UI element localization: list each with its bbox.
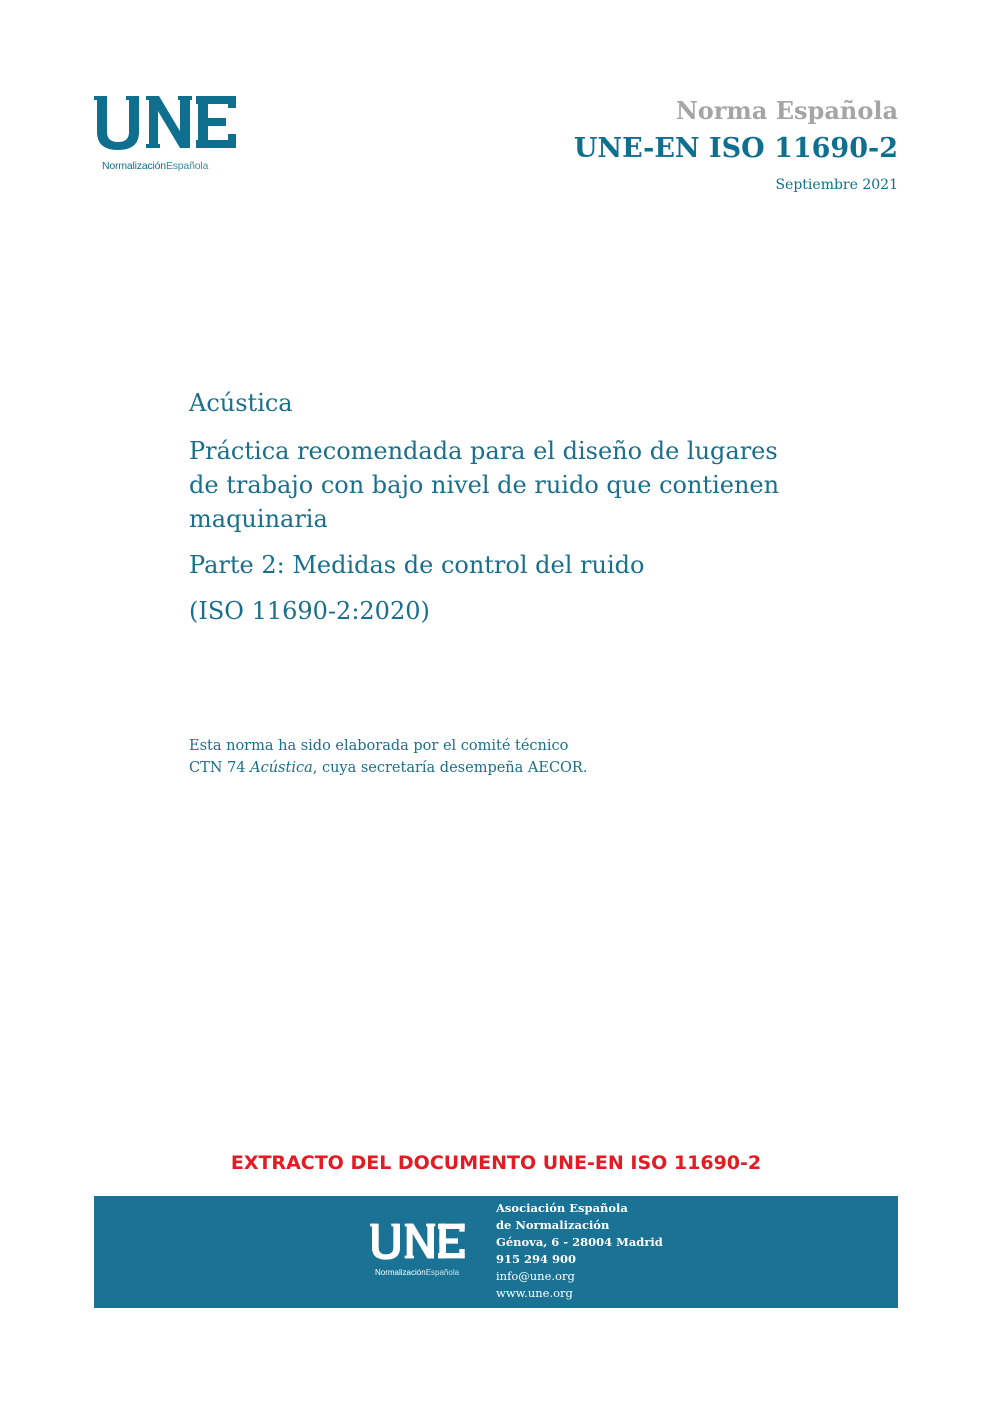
committee-line-2 — [189, 757, 809, 779]
standard-code: UNE-EN ISO 11690-2 — [573, 133, 898, 164]
title-main — [189, 434, 829, 536]
footer-logo-subtitle — [375, 1268, 459, 1277]
footer-banner — [94, 1196, 898, 1308]
une-logo-mark — [94, 92, 244, 158]
footer-logo-sub-primary: Normalización — [375, 1268, 426, 1277]
logo-sub-secondary: Española — [165, 160, 209, 172]
title-subject: Acústica — [189, 389, 293, 417]
committee-name: Acústica — [250, 760, 313, 776]
footer-logo-sub-secondary: Española — [425, 1268, 460, 1277]
footer-une-logo-mark — [370, 1220, 470, 1266]
une-logo — [94, 92, 244, 176]
committee-suffix: , cuya secretaría desempeña AECOR. — [312, 760, 588, 776]
org-web-link[interactable]: www.une.org — [496, 1286, 573, 1300]
title-main-line-3: maquinaria — [189, 505, 328, 533]
logo-sub-primary: Normalización — [102, 160, 166, 172]
org-name-line-2: de Normalización — [496, 1218, 610, 1232]
org-phone: 915 294 900 — [496, 1252, 577, 1266]
title-reference: (ISO 11690-2:2020) — [189, 597, 430, 625]
committee-line-1: Esta norma ha sido elaborada por el comité técnico — [189, 738, 569, 754]
committee-prefix: CTN 74 — [189, 760, 251, 776]
logo-subtitle — [102, 160, 208, 172]
org-email-link[interactable]: info@une.org — [496, 1269, 575, 1283]
title-block — [189, 386, 829, 628]
footer-contact — [496, 1200, 663, 1302]
org-address: Génova, 6 - 28004 Madrid — [496, 1235, 663, 1249]
footer-une-logo — [370, 1220, 480, 1282]
publication-date: Septiembre 2021 — [775, 177, 898, 193]
committee-note — [189, 735, 809, 779]
title-part: Parte 2: Medidas de control del ruido — [189, 551, 645, 579]
title-main-line-2: de trabajo con bajo nivel de ruido que contienen — [189, 471, 780, 499]
org-name-line-1: Asociación Española — [496, 1201, 628, 1215]
header-label: Norma Española — [675, 96, 898, 125]
extract-notice: EXTRACTO DEL DOCUMENTO UNE-EN ISO 11690-2 — [230, 1152, 762, 1174]
title-main-line-1: Práctica recomendada para el diseño de lugares — [189, 437, 778, 465]
